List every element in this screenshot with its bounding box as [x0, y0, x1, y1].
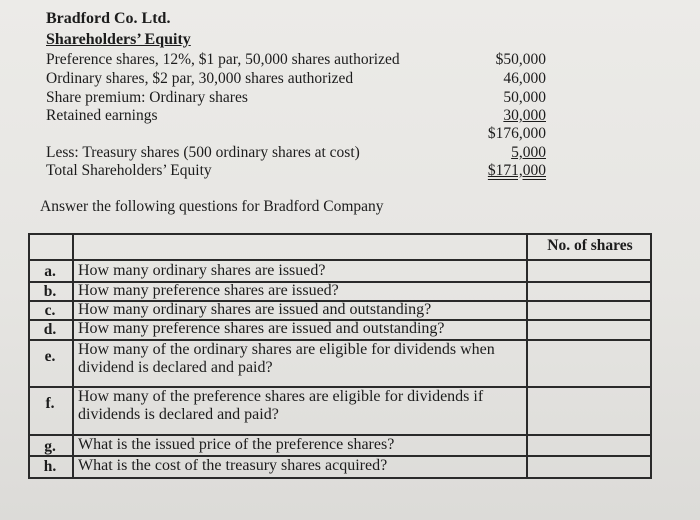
equity-line-label: Retained earnings — [46, 107, 158, 124]
question-text: How many ordinary shares are issued and outstanding? — [78, 301, 432, 318]
company-name: Bradford Co. Ltd. — [46, 10, 171, 27]
question-letter: g. — [44, 438, 56, 455]
treasury-shares-row — [46, 143, 546, 162]
total-equity-label: Total Shareholders’ Equity — [46, 162, 212, 179]
statement-heading: Shareholders’ Equity — [46, 31, 191, 48]
instruction-text: Answer the following questions for Bradford Company — [40, 198, 384, 215]
equity-line-amount: 50,000 — [503, 89, 546, 106]
equity-line-amount: 30,000 — [503, 107, 546, 124]
table-divider-answer — [526, 233, 528, 479]
answer-column-header: No. of shares — [547, 237, 633, 254]
question-text: How many of the ordinary shares are eligible for dividends when dividend is declared and paid? — [78, 341, 495, 376]
equity-line-label: Preference shares, 12%, $1 par, 50,000 shares authorized — [46, 51, 400, 68]
equity-line-label: Share premium: Ordinary shares — [46, 89, 248, 106]
question-text: How many ordinary shares are issued? — [78, 262, 326, 279]
question-text: How many preference shares are issued? — [78, 282, 339, 299]
equity-line-retained-earnings — [46, 106, 546, 125]
question-letter: h. — [43, 458, 57, 475]
table-divider-letter — [72, 233, 74, 479]
treasury-shares-label: Less: Treasury shares (500 ordinary shares at cost) — [46, 144, 360, 161]
question-letter: a. — [44, 263, 56, 280]
question-letter: b. — [43, 283, 57, 300]
equity-line-amount: $50,000 — [495, 51, 546, 68]
questions-table — [28, 233, 652, 479]
equity-line-amount: 46,000 — [503, 70, 546, 87]
table-row-divider — [28, 259, 652, 261]
question-letter: c. — [44, 302, 56, 319]
equity-line-preference — [46, 50, 546, 69]
total-equity-amount: $171,000 — [487, 162, 546, 179]
question-letter: d. — [43, 321, 57, 338]
treasury-shares-amount: 5,000 — [511, 144, 546, 161]
question-letter: f. — [45, 395, 55, 412]
table-border-bottom — [28, 477, 652, 479]
equity-line-label: Ordinary shares, $2 par, 30,000 shares authorized — [46, 70, 354, 87]
table-border-top — [28, 233, 652, 235]
question-text: What is the cost of the treasury shares acquired? — [78, 457, 388, 474]
question-text: What is the issued price of the preference shares? — [78, 436, 395, 453]
question-text: How many of the preference shares are eligible for dividends if dividends is declared and paid? — [78, 388, 484, 423]
equity-line-share-premium — [46, 88, 546, 107]
table-border-right — [650, 233, 652, 479]
equity-line-ordinary — [46, 69, 546, 88]
question-letter: e. — [44, 348, 56, 365]
equity-subtotal: $176,000 — [487, 125, 546, 142]
total-equity-row — [46, 161, 546, 180]
question-text: How many preference shares are issued and outstanding? — [78, 320, 445, 337]
equity-subtotal-row — [46, 124, 546, 143]
